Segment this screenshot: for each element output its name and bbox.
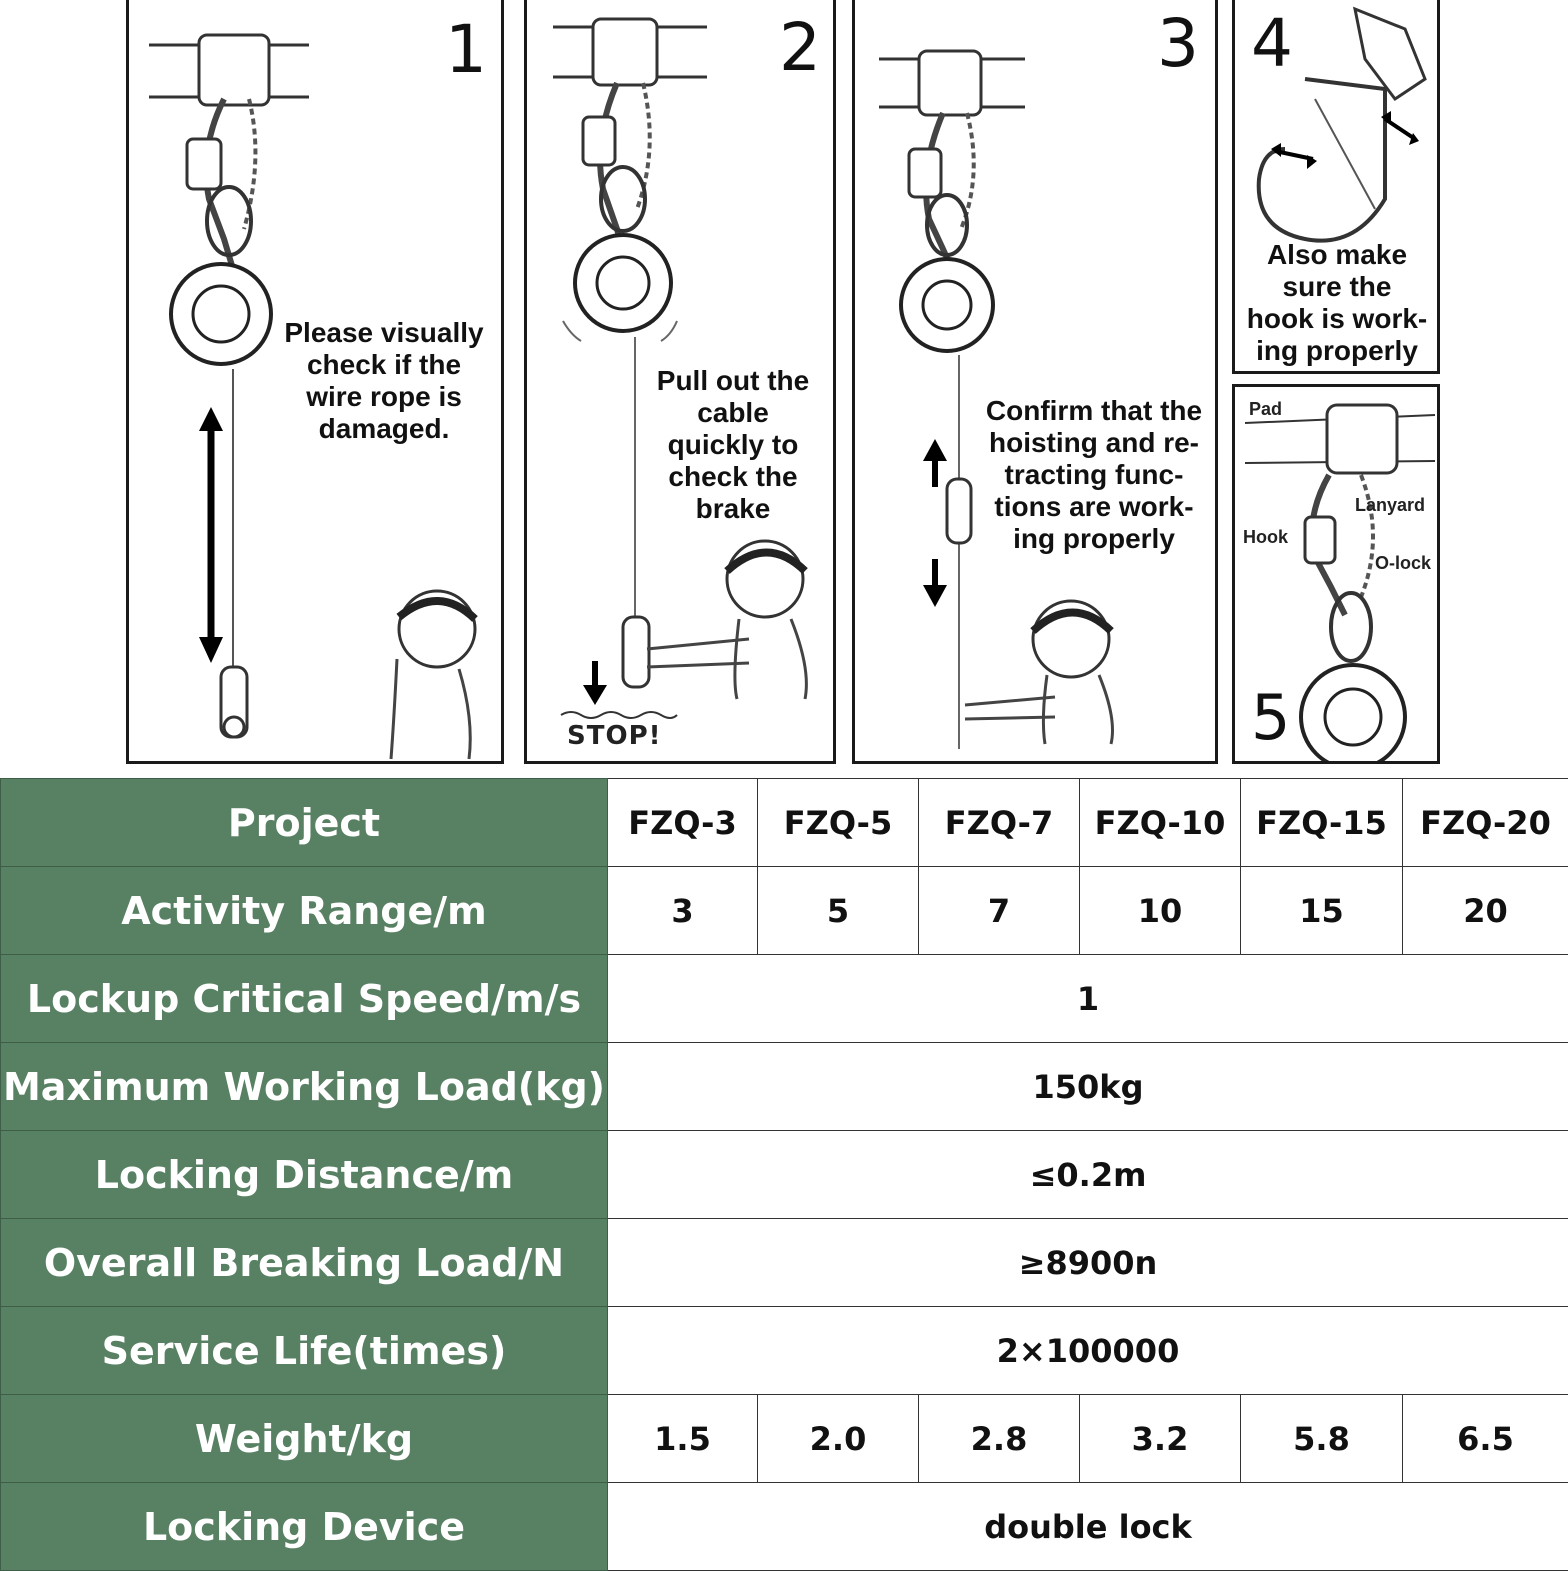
table-row [1, 867, 1568, 955]
row-header-weight: Weight/kg [1, 1395, 608, 1483]
specification-table [0, 778, 1568, 1571]
instruction-panel-4 [1232, 0, 1440, 374]
caption-line: Pull out the [643, 365, 823, 397]
instruction-panel-2 [524, 0, 836, 764]
table-cell: 150kg [608, 1043, 1568, 1131]
caption-line: check the [643, 461, 823, 493]
model-cell: FZQ-20 [1403, 779, 1568, 867]
caption-line: quickly to [643, 429, 823, 461]
caption-line: tions are work- [979, 491, 1209, 523]
instruction-panel-3 [852, 0, 1218, 764]
table-cell: 2×100000 [608, 1307, 1568, 1395]
panel-3-illustration [855, 0, 1218, 764]
olock-label: O-lock [1375, 553, 1431, 574]
step-number-3: 3 [1157, 11, 1199, 77]
row-header-max-load: Maximum Working Load(kg) [1, 1043, 608, 1131]
table-cell: 1.5 [608, 1395, 758, 1483]
table-row [1, 779, 1568, 867]
step-number-5: 5 [1251, 687, 1290, 749]
row-header-locking-device: Locking Device [1, 1483, 608, 1571]
caption-line: check if the [275, 349, 493, 381]
model-cell: FZQ-5 [758, 779, 919, 867]
row-header-project: Project [1, 779, 608, 867]
table-row [1, 1307, 1568, 1395]
table-cell: 20 [1403, 867, 1568, 955]
instruction-panel-1 [126, 0, 504, 764]
panel-1-caption [275, 317, 493, 445]
instruction-panel-5 [1232, 384, 1440, 764]
table-cell: 10 [1080, 867, 1241, 955]
caption-line: hook is work- [1239, 303, 1435, 335]
row-header-activity-range: Activity Range/m [1, 867, 608, 955]
caption-line: Please visually [275, 317, 493, 349]
panel-3-caption [979, 395, 1209, 555]
caption-line: hoisting and re- [979, 427, 1209, 459]
lanyard-label: Lanyard [1355, 495, 1425, 516]
step-number-1: 1 [445, 17, 487, 83]
table-cell: 3 [608, 867, 758, 955]
table-row [1, 1483, 1568, 1571]
table-row [1, 1395, 1568, 1483]
caption-line: Also make [1239, 239, 1435, 271]
caption-line: brake [643, 493, 823, 525]
step-number-2: 2 [779, 15, 821, 81]
table-cell: 2.0 [758, 1395, 919, 1483]
step-number-4: 4 [1251, 11, 1293, 77]
model-cell: FZQ-15 [1241, 779, 1403, 867]
caption-line: Confirm that the [979, 395, 1209, 427]
stop-label: STOP! [567, 721, 661, 751]
table-cell: 1 [608, 955, 1568, 1043]
table-cell: 5.8 [1241, 1395, 1403, 1483]
table-cell: ≤0.2m [608, 1131, 1568, 1219]
table-cell: 15 [1241, 867, 1403, 955]
row-header-service-life: Service Life(times) [1, 1307, 608, 1395]
table-cell: 2.8 [919, 1395, 1080, 1483]
caption-line: wire rope is [275, 381, 493, 413]
model-cell: FZQ-7 [919, 779, 1080, 867]
caption-line: ing properly [979, 523, 1209, 555]
caption-line: sure the [1239, 271, 1435, 303]
table-row [1, 1043, 1568, 1131]
caption-line: cable [643, 397, 823, 429]
caption-line: damaged. [275, 413, 493, 445]
table-row [1, 1219, 1568, 1307]
table-row [1, 1131, 1568, 1219]
panel-2-caption [643, 365, 823, 525]
model-cell: FZQ-3 [608, 779, 758, 867]
panel-4-caption [1239, 239, 1435, 367]
row-header-breaking-load: Overall Breaking Load/N [1, 1219, 608, 1307]
table-row [1, 955, 1568, 1043]
pad-label: Pad [1249, 399, 1282, 420]
caption-line: tracting func- [979, 459, 1209, 491]
hook-label: Hook [1243, 527, 1288, 548]
table-cell: 6.5 [1403, 1395, 1568, 1483]
table-cell: double lock [608, 1483, 1568, 1571]
table-cell: 3.2 [1080, 1395, 1241, 1483]
table-cell: 7 [919, 867, 1080, 955]
row-header-lockup-speed: Lockup Critical Speed/m/s [1, 955, 608, 1043]
caption-line: ing properly [1239, 335, 1435, 367]
table-cell: ≥8900n [608, 1219, 1568, 1307]
row-header-locking-distance: Locking Distance/m [1, 1131, 608, 1219]
model-cell: FZQ-10 [1080, 779, 1241, 867]
table-cell: 5 [758, 867, 919, 955]
